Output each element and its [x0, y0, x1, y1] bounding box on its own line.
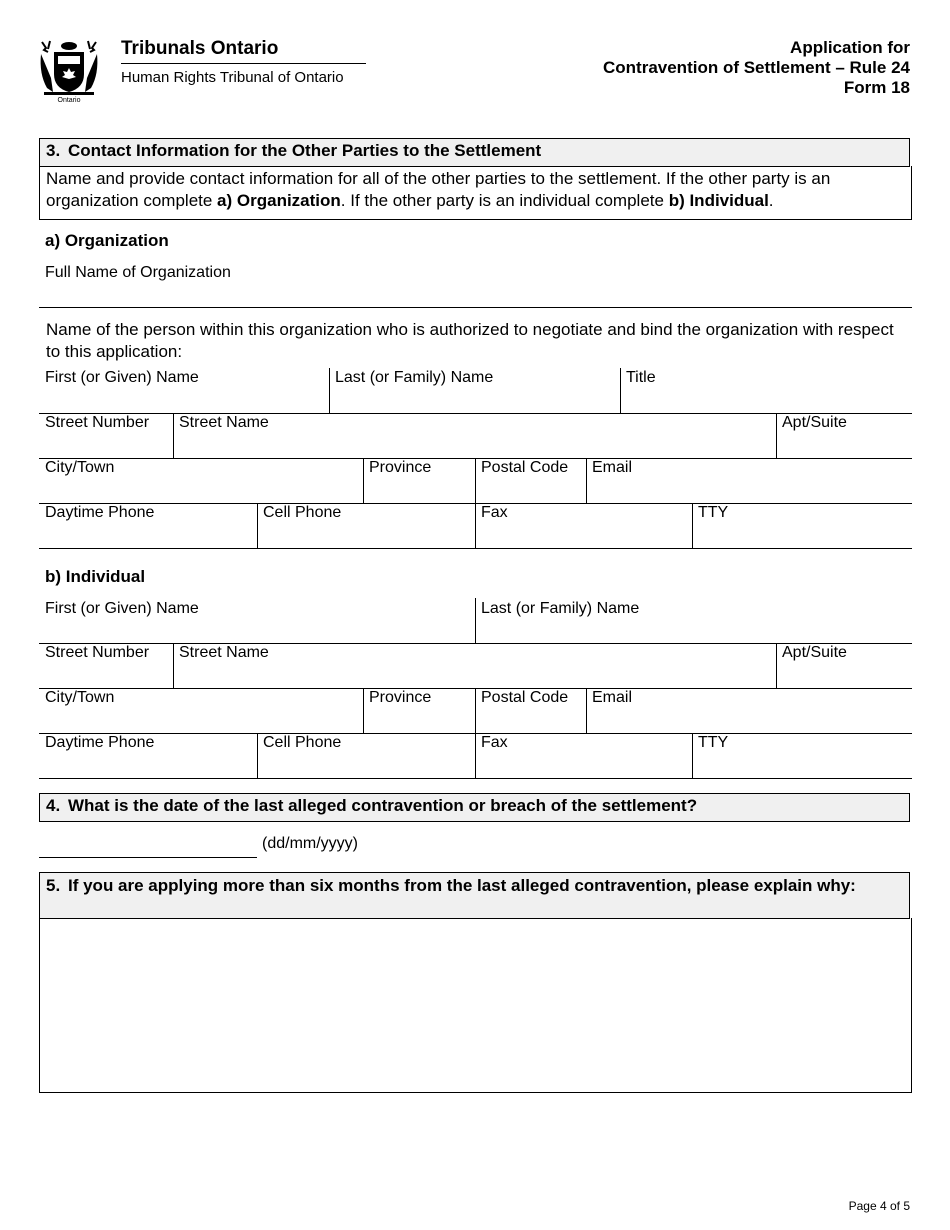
date-underline — [39, 857, 257, 858]
ind-first-name-field[interactable] — [39, 620, 475, 642]
ind-daytime-phone-field[interactable] — [39, 755, 257, 777]
section5-heading-wrap — [46, 875, 903, 896]
org-street-name-field[interactable] — [174, 435, 776, 457]
form-title — [603, 38, 910, 98]
section5-title: If you are applying more than six months from the last alleged contravention, please explain why: — [68, 876, 856, 895]
org-row4-line — [39, 548, 912, 549]
individual-subheading: b) Individual — [45, 567, 146, 586]
header-divider — [121, 63, 366, 64]
ind-fax-label: Fax — [481, 734, 508, 751]
org-last-name-field[interactable] — [330, 390, 620, 412]
ind-province-field[interactable] — [364, 710, 475, 732]
instr-bold-2: b) Individual — [668, 191, 769, 210]
form-title-line2: Contravention of Settlement – Rule 24 — [603, 58, 910, 77]
ind-street-name-field[interactable] — [174, 665, 776, 687]
form-title-line1: Application for — [790, 38, 910, 57]
ind-city-label: City/Town — [45, 689, 115, 706]
org-last-name-label: Last (or Family) Name — [335, 369, 494, 386]
ind-postal-field[interactable] — [476, 710, 586, 732]
ind-apt-label: Apt/Suite — [782, 644, 847, 661]
org-province-label: Province — [369, 459, 432, 476]
explanation-textarea[interactable] — [39, 918, 912, 1093]
section4-title: What is the date of the last alleged contravention or breach of the settlement? — [68, 796, 698, 815]
ind-street-number-field[interactable] — [39, 665, 173, 687]
org-cell-phone-label: Cell Phone — [263, 504, 342, 521]
instr-text-2: . If the other party is an individual complete — [340, 191, 669, 210]
org-city-field[interactable] — [39, 480, 363, 502]
ind-postal-label: Postal Code — [481, 689, 569, 706]
org-tty-label: TTY — [698, 504, 729, 521]
ind-street-name-label: Street Name — [179, 644, 269, 661]
org-cell-phone-field[interactable] — [258, 525, 475, 547]
ind-city-field[interactable] — [39, 710, 363, 732]
org-street-name-label: Street Name — [179, 414, 269, 431]
org-fax-field[interactable] — [476, 525, 692, 547]
instr-bold-1: a) Organization — [217, 191, 341, 210]
ind-daytime-phone-label: Daytime Phone — [45, 734, 155, 751]
section3-number: 3. — [46, 141, 61, 160]
form-title-line3: Form 18 — [843, 78, 910, 97]
section5-number: 5. — [46, 876, 61, 895]
section3-instructions — [39, 166, 912, 220]
org-subheading: a) Organization — [45, 231, 169, 250]
org-full-name-underline — [39, 307, 912, 308]
org-first-name-label: First (or Given) Name — [45, 369, 199, 386]
ind-email-label: Email — [592, 689, 633, 706]
org-street-number-field[interactable] — [39, 435, 173, 457]
section4-number: 4. — [46, 796, 61, 815]
seal-label: Ontario — [57, 97, 81, 104]
org-daytime-phone-label: Daytime Phone — [45, 504, 155, 521]
org-street-number-label: Street Number — [45, 414, 150, 431]
ind-cell-phone-label: Cell Phone — [263, 734, 342, 751]
ind-tty-label: TTY — [698, 734, 729, 751]
section5-heading — [39, 872, 910, 919]
tribunal-name: Human Rights Tribunal of Ontario — [121, 69, 344, 86]
org-province-field[interactable] — [364, 480, 475, 502]
ind-first-name-label: First (or Given) Name — [45, 600, 199, 617]
org-postal-field[interactable] — [476, 480, 586, 502]
org-tty-field[interactable] — [693, 525, 911, 547]
org-apt-field[interactable] — [777, 435, 911, 457]
ind-last-name-field[interactable] — [476, 620, 911, 642]
section3-title: Contact Information for the Other Parties to the Settlement — [68, 141, 542, 160]
section3-heading — [39, 138, 910, 167]
org-full-name-field[interactable] — [39, 286, 912, 306]
org-title-label: Title — [626, 369, 656, 386]
page-number: Page 4 of 5 — [848, 1199, 910, 1213]
org-email-field[interactable] — [587, 480, 911, 502]
org-authorized-text: Name of the person within this organization who is authorized to negotiate and bind the organization with respect to this application: — [46, 320, 894, 361]
instr-text-1: Name and provide contact information for all of the other parties to the settlement. If the other party is an organization complete — [46, 169, 831, 210]
org-apt-label: Apt/Suite — [782, 414, 847, 431]
org-postal-label: Postal Code — [481, 459, 569, 476]
ind-cell-phone-field[interactable] — [258, 755, 475, 777]
ind-street-number-label: Street Number — [45, 644, 150, 661]
ind-tty-field[interactable] — [693, 755, 911, 777]
contravention-date-field[interactable] — [39, 834, 257, 856]
org-name: Tribunals Ontario — [121, 38, 279, 59]
org-first-name-field[interactable] — [39, 390, 329, 412]
org-city-label: City/Town — [45, 459, 115, 476]
org-fax-label: Fax — [481, 504, 508, 521]
org-email-label: Email — [592, 459, 633, 476]
ind-apt-field[interactable] — [777, 665, 911, 687]
org-daytime-phone-field[interactable] — [39, 525, 257, 547]
ind-province-label: Province — [369, 689, 432, 706]
ontario-coat-of-arms-logo — [36, 38, 102, 104]
ind-email-field[interactable] — [587, 710, 911, 732]
section4-heading — [39, 793, 910, 822]
instr-text-3: . — [768, 191, 774, 210]
org-full-name-label: Full Name of Organization — [45, 264, 231, 281]
ind-fax-field[interactable] — [476, 755, 692, 777]
org-title-field[interactable] — [621, 390, 911, 412]
ind-last-name-label: Last (or Family) Name — [481, 600, 640, 617]
date-format-hint: (dd/mm/yyyy) — [262, 835, 358, 852]
ind-row4-line — [39, 778, 912, 779]
